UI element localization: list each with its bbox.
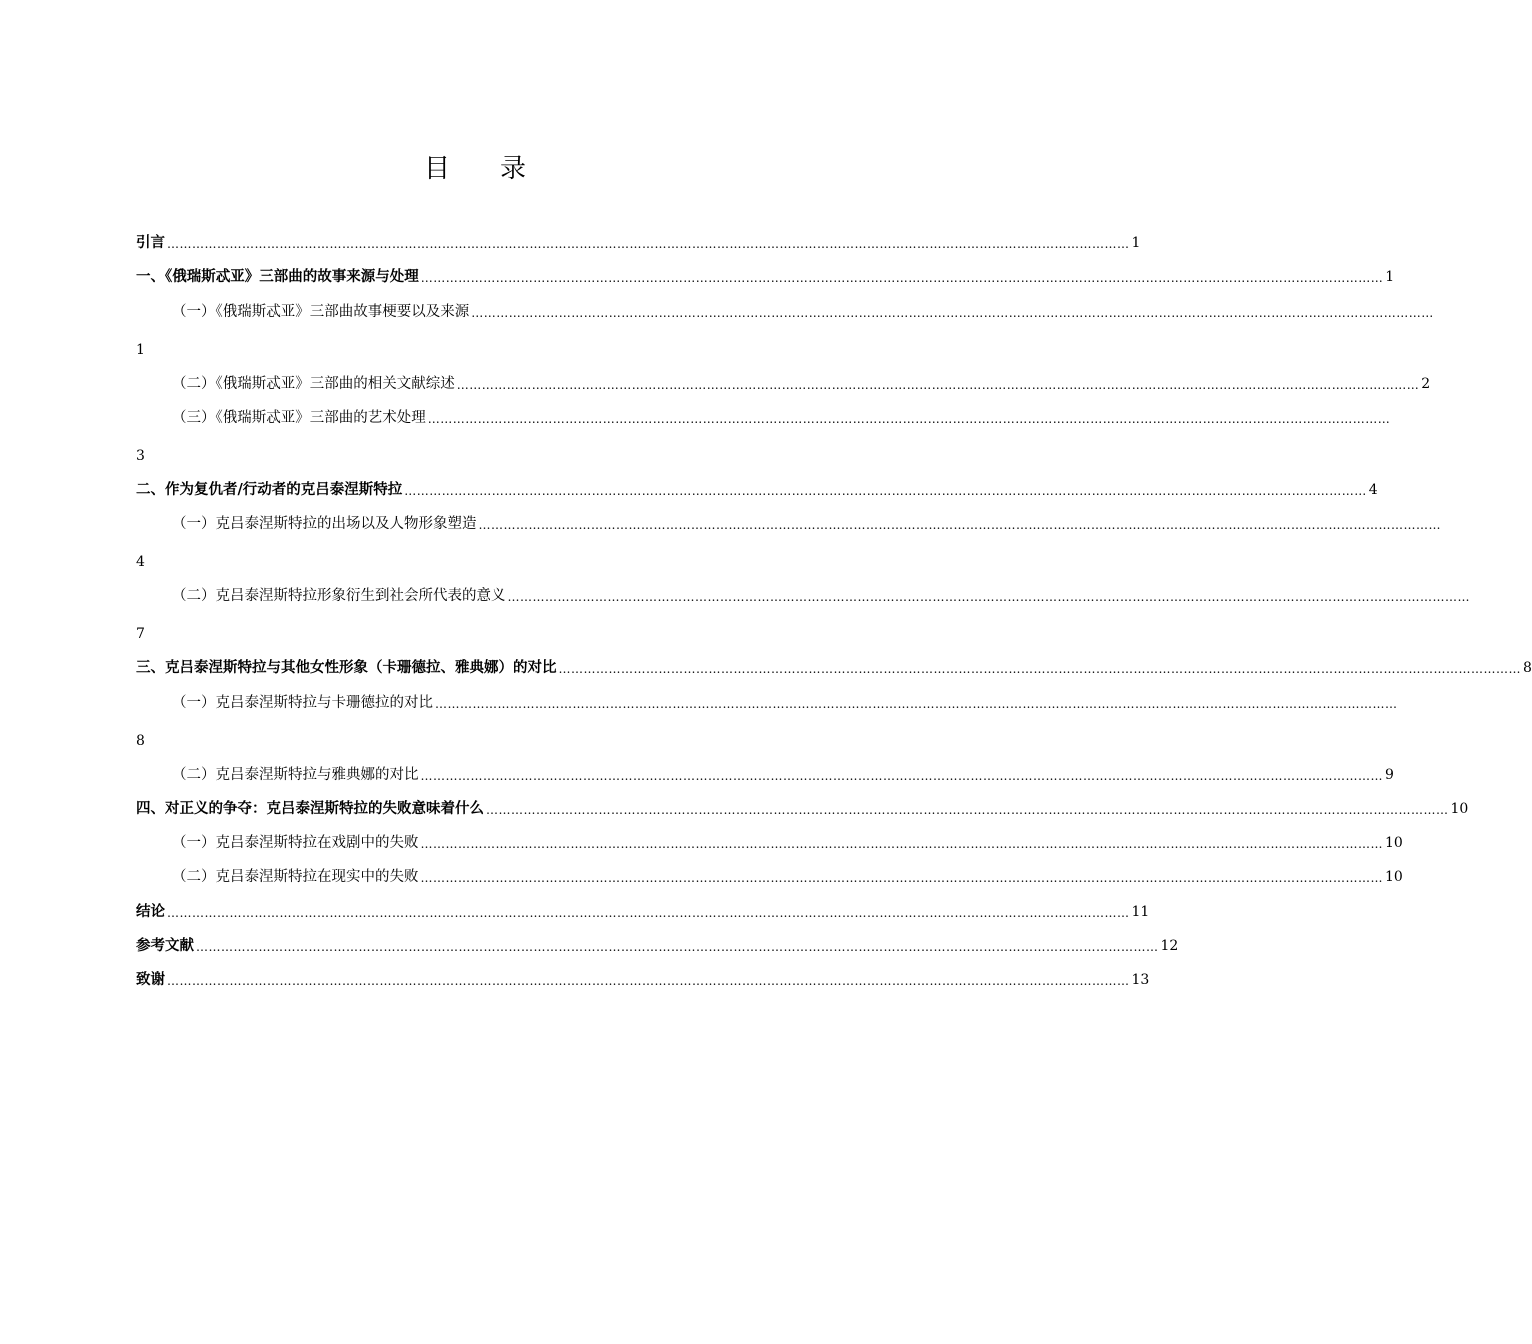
- toc-subentry[interactable]: [136, 764, 1394, 786]
- dot-leader: ……………………………………………………………………………………………………………………………………………………………………………………………………………: [420, 871, 1383, 885]
- toc-entry-label: 结论: [136, 903, 165, 920]
- dot-leader: ……………………………………………………………………………………………………………………………………………………………………………………………………………: [167, 974, 1130, 988]
- dot-leader: ……………………………………………………………………………………………………………………………………………………………………………………………………………: [420, 769, 1383, 783]
- toc-entry-page: 10: [1450, 801, 1469, 817]
- toc-entry[interactable]: [136, 657, 1532, 679]
- toc-subentry[interactable]: [136, 301, 1434, 323]
- toc-subentry[interactable]: [136, 692, 1398, 714]
- toc-entry-page: 11: [1131, 904, 1150, 920]
- toc-entry-label: （三）《俄瑞斯忒亚》三部曲的艺术处理: [172, 410, 426, 426]
- toc-entry-page: 12: [1160, 938, 1179, 954]
- toc-entry[interactable]: [136, 479, 1378, 501]
- toc-entry-label: （一）《俄瑞斯忒亚》三部曲故事梗要以及来源: [172, 304, 470, 320]
- toc-subentry[interactable]: [136, 407, 1391, 429]
- dot-leader: ……………………………………………………………………………………………………………………………………………………………………………………………………………: [456, 378, 1420, 392]
- toc-entry-label: （二）克吕泰涅斯特拉形象衍生到社会所代表的意义: [172, 588, 506, 604]
- toc-entry[interactable]: [136, 798, 1469, 820]
- toc-entry-page: 3: [136, 448, 145, 464]
- toc-entry-page: 1: [136, 342, 145, 358]
- toc-entry-label: 四、对正义的争夺：克吕泰涅斯特拉的失败意味着什么: [136, 800, 484, 817]
- toc-entry-label: （一）克吕泰涅斯特拉在戏剧中的失败: [172, 835, 419, 851]
- toc-entry-label: 三、克吕泰涅斯特拉与其他女性形象（卡珊德拉、雅典娜）的对比: [136, 659, 557, 676]
- toc-entry-label: （一）克吕泰涅斯特拉与卡珊德拉的对比: [172, 695, 433, 711]
- dot-leader: ……………………………………………………………………………………………………………………………………………………………………………………………………………: [478, 518, 1441, 532]
- toc-entry-page: 7: [136, 626, 145, 642]
- toc-subentry[interactable]: [136, 866, 1403, 888]
- dot-leader: ……………………………………………………………………………………………………………………………………………………………………………………………………………: [471, 306, 1434, 320]
- toc-entry[interactable]: [136, 232, 1141, 254]
- dot-leader: ……………………………………………………………………………………………………………………………………………………………………………………………………………: [427, 412, 1391, 426]
- toc-entry-page: 13: [1131, 972, 1150, 988]
- toc-subentry[interactable]: [136, 513, 1441, 535]
- toc-entry-label: 致谢: [136, 971, 165, 988]
- toc-entry[interactable]: [136, 266, 1395, 288]
- toc-entry[interactable]: [136, 935, 1179, 957]
- toc-subentry[interactable]: [136, 585, 1470, 607]
- toc-entry-page: 1: [1131, 235, 1141, 251]
- dot-leader: ……………………………………………………………………………………………………………………………………………………………………………………………………………: [420, 837, 1383, 851]
- toc-entry-label: （二）克吕泰涅斯特拉在现实中的失败: [172, 869, 419, 885]
- title-char-2: 录: [500, 154, 527, 184]
- toc-entry-label: （一）克吕泰涅斯特拉的出场以及人物形象塑造: [172, 516, 477, 532]
- toc-entry-page: 8: [1523, 660, 1532, 676]
- toc-entry-page: 4: [136, 554, 145, 570]
- title-char-1: 目: [423, 154, 450, 184]
- dot-leader: ……………………………………………………………………………………………………………………………………………………………………………………………………………: [558, 662, 1521, 676]
- dot-leader: ……………………………………………………………………………………………………………………………………………………………………………………………………………: [167, 906, 1130, 920]
- toc-entry[interactable]: [136, 901, 1150, 923]
- toc-subentry[interactable]: [136, 373, 1431, 395]
- dot-leader: ……………………………………………………………………………………………………………………………………………………………………………………………………………: [486, 803, 1449, 817]
- page-title: [0, 148, 950, 185]
- toc-entry-label: 参考文献: [136, 937, 194, 954]
- dot-leader: ……………………………………………………………………………………………………………………………………………………………………………………………………………: [196, 940, 1159, 954]
- toc-entry-label: （二）《俄瑞斯忒亚》三部曲的相关文献综述: [172, 376, 455, 392]
- toc-entry-page: 4: [1368, 482, 1378, 498]
- toc-entry-page: 2: [1421, 376, 1431, 392]
- toc-subentry[interactable]: [136, 832, 1403, 854]
- dot-leader: ……………………………………………………………………………………………………………………………………………………………………………………………………………: [167, 237, 1130, 251]
- dot-leader: ……………………………………………………………………………………………………………………………………………………………………………………………………………: [435, 697, 1398, 711]
- dot-leader: ……………………………………………………………………………………………………………………………………………………………………………………………………………: [404, 484, 1367, 498]
- toc-entry[interactable]: [136, 969, 1150, 991]
- dot-leader: ……………………………………………………………………………………………………………………………………………………………………………………………………………: [420, 271, 1384, 285]
- toc-entry-page: 1: [1385, 269, 1395, 285]
- toc-entry-label: 一、《俄瑞斯忒亚》三部曲的故事来源与处理: [136, 268, 419, 285]
- toc-entry-label: 引言: [136, 234, 165, 251]
- toc-entry-page: 9: [1385, 767, 1394, 783]
- toc-entry-page: 10: [1385, 835, 1403, 851]
- toc-entry-page: 8: [136, 733, 145, 749]
- dot-leader: ……………………………………………………………………………………………………………………………………………………………………………………………………………: [507, 590, 1470, 604]
- toc-entry-page: 10: [1385, 869, 1403, 885]
- toc-entry-label: （二）克吕泰涅斯特拉与雅典娜的对比: [172, 767, 419, 783]
- toc-entry-label: 二、作为复仇者/行动者的克吕泰涅斯特拉: [136, 481, 403, 498]
